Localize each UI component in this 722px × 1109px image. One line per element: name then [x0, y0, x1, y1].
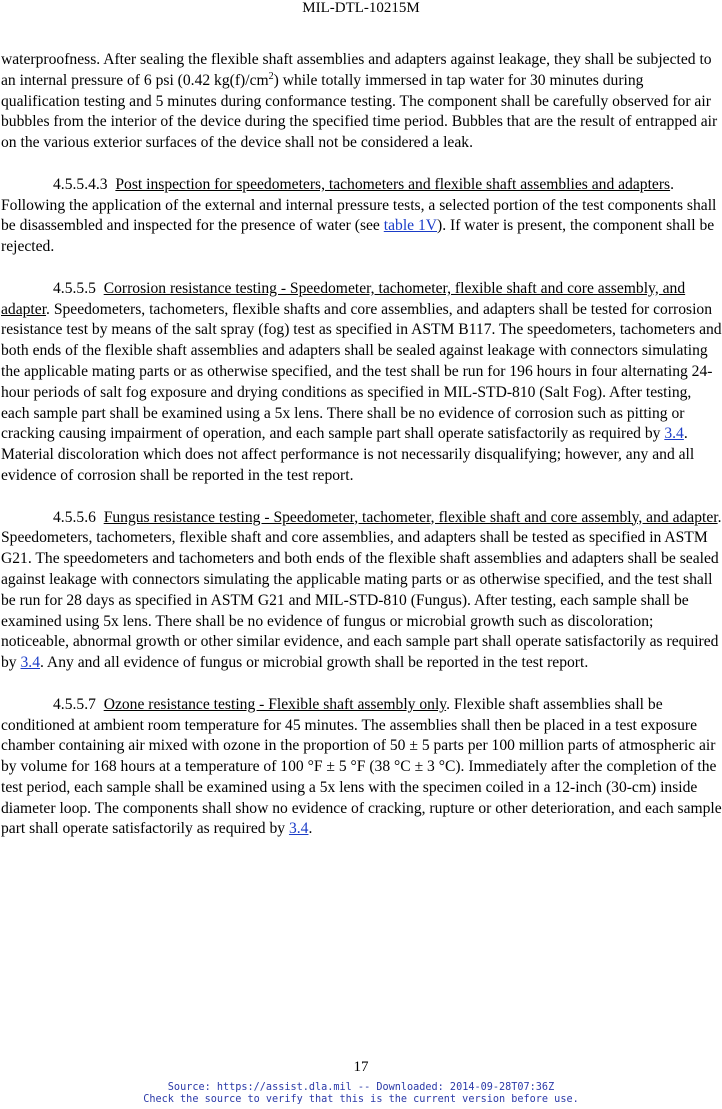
section-3-4-link[interactable]: 3.4: [288, 820, 309, 838]
section-text: ). If water is present, the component shall be rejected.: [1, 217, 715, 256]
table-1v-link[interactable]: table 1V: [383, 217, 438, 235]
paragraph-waterproofness: [1, 50, 722, 154]
section-3-4-link[interactable]: 3.4: [664, 425, 684, 443]
section-4-5-5-5: [1, 279, 722, 487]
page-body: [1, 50, 722, 861]
section-text: . Any and all evidence of fungus or microbial growth shall be reported in the test report.: [40, 654, 589, 672]
section-number: 4.5.5.6: [53, 508, 96, 526]
section-number: 4.5.5.4.3: [53, 175, 108, 193]
section-text: .: [308, 820, 313, 838]
paragraph-text: ) while totally immersed in tap water for 30 minutes during qualification testing and 5 minutes during conformance testing. The component shall be carefully observed for air bubbles from the interior of the device during the specified time period. Bubbles that are the result of entrapped air on the various exterior surfaces of the device shall not be considered a leak.: [1, 71, 718, 152]
section-text: . Following the application of the external and internal pressure tests, a selected portion of the test components shall be disassembled and inspected for the presence of water (see: [1, 175, 717, 235]
section-3-4-link[interactable]: 3.4: [20, 654, 40, 672]
source-line: Source: https://assist.dla.mil -- Downloaded: 2014-09-28T07:36Z: [167, 1082, 555, 1093]
section-number: 4.5.5.7: [53, 695, 96, 713]
section-title: Post inspection for speedometers, tachometers and flexible shaft assemblies and adapters: [115, 175, 671, 193]
page-number: 17: [353, 1059, 369, 1075]
section-text: . Material discoloration which does not affect performance is not necessarily disqualifying; however, any and all evidence of corrosion shall be reported in the test report.: [1, 425, 695, 484]
section-4-5-5-6: [1, 508, 722, 674]
verify-line: Check the source to verify that this is the current version before use.: [143, 1094, 579, 1105]
section-title: Corrosion resistance testing - Speedometer, tachometer, flexible shaft and core assembly, and adapter: [1, 279, 686, 318]
section-text: . Speedometers, tachometers, flexible shaft and core assemblies, and adapters shall be tested as specified in ASTM G21. The speedometers and tachometers and both ends of the flexible shaft assemblies and adapters shall be sealed against leakage with connectors simulating the applicable mating parts or as otherwise specified, and the test shall be run for 28 days as specified in ASTM G21 and MIL-STD-810 (Fungus). After testing, each sample shall be examined using 5x lens. There shall be no evidence of fungus or microbial growth such as discoloration; noticeable, abnormal growth or other similar evidence, and each sample part shall operate satisfactorily as required by: [1, 508, 722, 672]
section-title: Ozone resistance testing - Flexible shaft assembly only: [103, 695, 447, 713]
document-header: MIL-DTL-10215M: [302, 0, 420, 16]
section-4-5-5-4-3: [1, 175, 722, 258]
section-title: Fungus resistance testing - Speedometer, tachometer, flexible shaft and core assembly, and adapter: [103, 508, 718, 526]
section-text: . Speedometers, tachometers, flexible shafts and core assemblies, and adapters shall be tested for corrosion resistance test by means of the salt spray (fog) test as specified in ASTM B117. The speedometers, tachometers and both ends of the flexible shaft assemblies and adapters shall be sealed against leakage with connectors simulating the applicable mating parts or as otherwise specified, and the test shall be run for 196 hours in four alternating 24-hour periods of salt fog exposure and drying conditions as specified in MIL-STD-810 (Salt Fog). After testing, each sample part shall be examined using a 5x lens. There shall be no evidence of corrosion such as pitting or cracking causing impairment of operation, and each sample part shall operate satisfactorily as required by: [1, 300, 722, 443]
source-footer: [0, 1082, 722, 1106]
paragraph-text: waterproofness. After sealing the flexible shaft assemblies and adapters against leakage, they shall be subjected to an internal pressure of 6 psi (0.42 kg(f)/cm: [1, 51, 712, 89]
section-number: 4.5.5.5: [53, 279, 96, 297]
section-4-5-5-7: [1, 695, 722, 841]
superscript: 2: [268, 70, 274, 82]
section-text: . Flexible shaft assemblies shall be conditioned at ambient room temperature for 45 minutes. The assemblies shall then be placed in a test exposure chamber containing air mixed with ozone in the proportion of 50 ± 5 parts per 100 million parts of atmospheric air by volume for 168 hours at a temperature of 100 °F ± 5 °F (38 °C ± 3 °C). Immediately after the completion of the test period, each sample shall be examined using a 5x lens with the specimen coiled in a 12-inch (30-cm) inside diameter loop. The components shall show no evidence of cracking, rupture or other deterioration, and each sample part shall operate satisfactorily as required by: [1, 695, 722, 838]
